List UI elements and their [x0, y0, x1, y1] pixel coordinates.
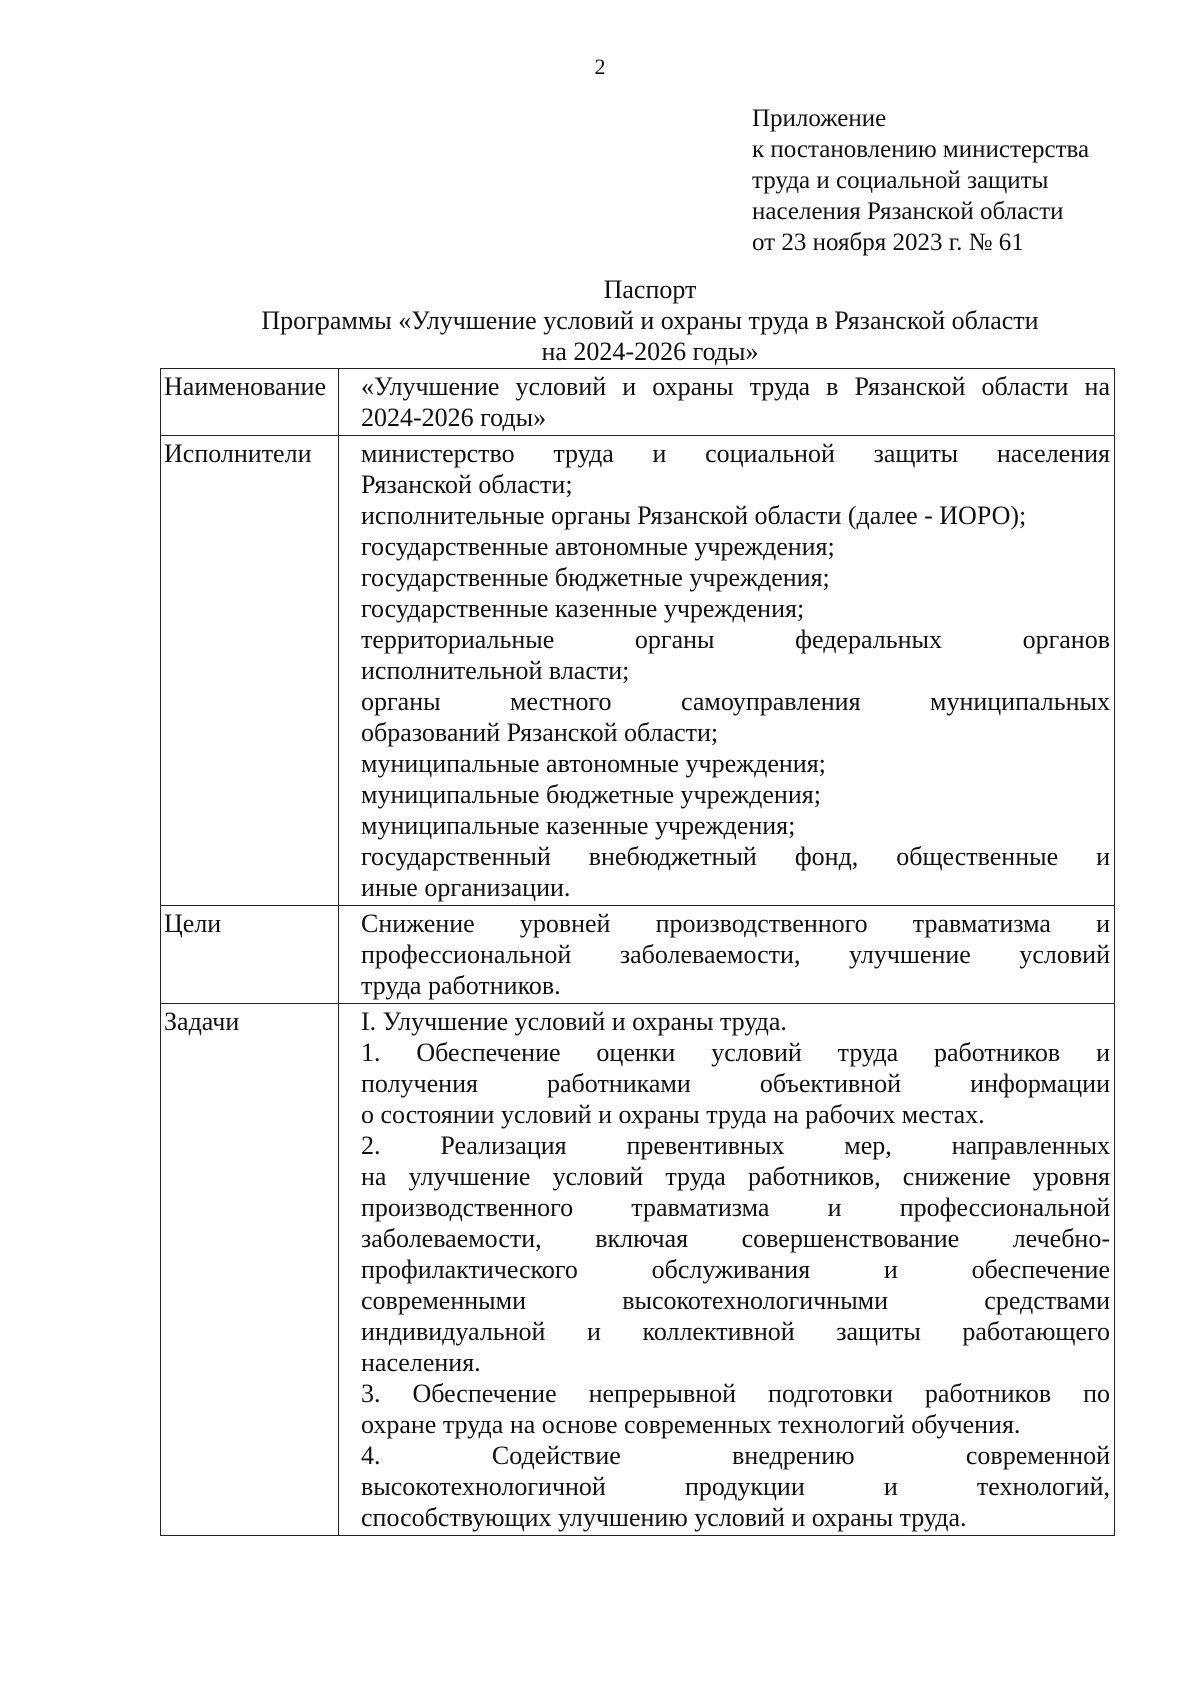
value-line: о состоянии условий и охраны труда на рабочих местах. — [361, 1100, 985, 1129]
title-line: Паспорт — [603, 275, 697, 304]
value-line: муниципальные казенные учреждения; — [361, 811, 796, 840]
value-line: территориальные органы федеральных органов — [361, 625, 1110, 654]
value-line: Снижение уровней производственного травматизма и — [361, 909, 1110, 938]
value-line: 2. Реализация превентивных мер, направленных — [361, 1131, 1110, 1160]
passport-table — [160, 368, 1115, 1536]
value-line: органы местного самоуправления муниципальных — [361, 687, 1110, 716]
appendix-line: к постановлению министерства — [752, 136, 1090, 163]
value-line: 3. Обеспечение непрерывной подготовки работников по — [361, 1379, 1110, 1408]
value-line: I. Улучшение условий и охраны труда. — [361, 1007, 787, 1036]
title-line: Программы «Улучшение условий и охраны труда в Рязанской области — [261, 306, 1039, 335]
value-line: государственные казенные учреждения; — [361, 594, 805, 623]
value-line: государственные бюджетные учреждения; — [361, 563, 830, 592]
value-line: государственный внебюджетный фонд, общественные и — [361, 842, 1110, 871]
value-line: высокотехнологичной продукции и технологий, — [361, 1472, 1110, 1501]
appendix-line: населения Рязанской области — [752, 198, 1064, 225]
value-line: образований Рязанской области; — [361, 718, 719, 747]
table-row — [161, 436, 1115, 906]
value-line: государственные автономные учреждения; — [361, 532, 835, 561]
appendix-line: Приложение — [752, 105, 887, 132]
row-label: Наименование — [161, 369, 339, 436]
row-value — [339, 369, 1115, 436]
value-line: индивидуальной и коллективной защиты работающего — [361, 1317, 1110, 1346]
value-line: способствующих улучшению условий и охраны труда. — [361, 1503, 967, 1532]
value-line: 4. Содействие внедрению современной — [361, 1441, 1110, 1470]
value-line: получения работниками объективной информации — [361, 1069, 1110, 1098]
value-line: современными высокотехнологичными средствами — [361, 1286, 1110, 1315]
value-line: исполнительные органы Рязанской области (далее - ИОРО); — [361, 501, 1027, 530]
value-line: труда работников. — [361, 971, 561, 1000]
table-row — [161, 369, 1115, 436]
value-line: 1. Обеспечение оценки условий труда работников и — [361, 1038, 1110, 1067]
appendix-block — [752, 103, 1089, 258]
value-line: министерство труда и социальной защиты населения — [361, 439, 1110, 468]
value-line: 2024-2026 годы» — [361, 403, 547, 432]
value-line: Рязанской области; — [361, 470, 573, 499]
page-number: 2 — [594, 54, 606, 79]
table-row — [161, 906, 1115, 1004]
value-line: производственного травматизма и профессиональной — [361, 1193, 1110, 1222]
row-value — [339, 436, 1115, 906]
row-label: Задачи — [161, 1004, 339, 1536]
value-line: населения. — [361, 1348, 481, 1377]
value-line: муниципальные автономные учреждения; — [361, 749, 826, 778]
row-label: Цели — [161, 906, 339, 1004]
value-line: профессиональной заболеваемости, улучшение условий — [361, 940, 1110, 969]
title-line: на 2024-2026 годы» — [541, 337, 759, 366]
value-line: «Улучшение условий и охраны труда в Рязанской области на — [361, 372, 1110, 401]
appendix-line: труда и социальной защиты — [752, 167, 1049, 194]
value-line: муниципальные бюджетные учреждения; — [361, 780, 821, 809]
row-value — [339, 906, 1115, 1004]
value-line: охране труда на основе современных технологий обучения. — [361, 1410, 1021, 1439]
table-row — [161, 1004, 1115, 1536]
value-line: заболеваемости, включая совершенствование лечебно- — [361, 1224, 1110, 1253]
appendix-line: от 23 ноября 2023 г. № 61 — [752, 229, 1024, 256]
value-line: исполнительной власти; — [361, 656, 630, 685]
row-value — [339, 1004, 1115, 1536]
value-line: иные организации. — [361, 873, 571, 902]
row-label: Исполнители — [161, 436, 339, 906]
value-line: на улучшение условий труда работников, снижение уровня — [361, 1162, 1110, 1191]
value-line: профилактического обслуживания и обеспечение — [361, 1255, 1110, 1284]
document-title — [160, 274, 1140, 367]
